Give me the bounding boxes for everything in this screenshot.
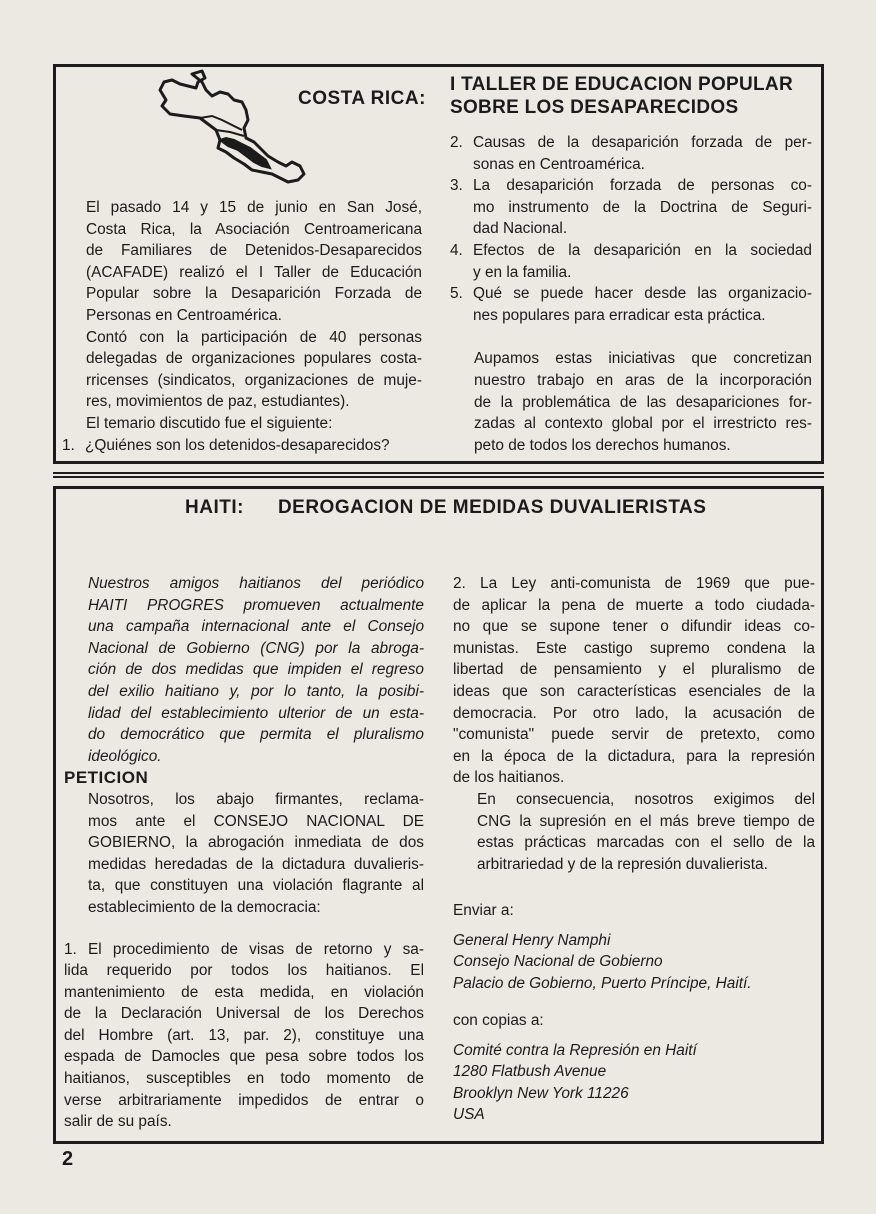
item-number: 3.: [450, 177, 463, 195]
text-line: mo instrumento de la Doctrina de Seguri-: [473, 198, 812, 216]
text-line: una campaña internacional ante el Consejo: [88, 618, 424, 636]
text-line: Qué se puede hacer desde las organizacio-: [473, 285, 812, 303]
enviar-address: [453, 930, 815, 995]
haiti-title: DEROGACION DE MEDIDAS DUVALIERISTAS: [277, 497, 707, 518]
costa-rica-right-column: [450, 132, 812, 456]
list-item: [450, 132, 812, 175]
list-item: [450, 175, 812, 240]
text-line: munistas. Este castigo supremo condena la: [453, 639, 815, 657]
text-line: de Familiares de Detenidos-Desaparecidos: [86, 242, 422, 260]
text-line: ta, que constituyen una violación flagrante al: [88, 877, 424, 895]
haiti-headline: [185, 497, 706, 519]
taller-title-line: I TALLER DE EDUCACION POPULAR: [450, 74, 793, 95]
text-line: haitianos, susceptibles en todo momento de: [64, 1070, 424, 1088]
text-line: espada de Damocles que pesa sobre todos los: [64, 1048, 424, 1066]
text-line: Popular sobre la Desaparición Forzada de: [86, 285, 422, 303]
text-line: de la Declaración Universal de los Derechos: [64, 1005, 424, 1023]
text-line: nes populares para erradicar esta práctica.: [473, 306, 766, 324]
text-line: CNG la supresión en el más breve tiempo de: [477, 812, 815, 830]
page-number: 2: [62, 1148, 74, 1170]
item-number: 1.: [62, 436, 75, 454]
text-line: El temario discutido fue el siguiente:: [86, 414, 333, 432]
text-line: del Hombre (art. 13, par. 2), constituye una: [64, 1026, 424, 1044]
costa-rica-heading: COSTA RICA:: [298, 88, 426, 109]
address-line: 1280 Flatbush Avenue: [453, 1063, 607, 1081]
text-line: democracia. Por otro lado, la acusación de: [453, 704, 815, 722]
item-number: 2.: [450, 134, 463, 151]
text-line: lida requerido por todos los haitianos. El: [64, 962, 424, 980]
text-line: ideológico.: [88, 747, 162, 765]
paragraph: [64, 939, 424, 1133]
text-line: ción de dos medidas que impiden el regreso: [88, 661, 424, 679]
text-line: mos ante el CONSEJO NACIONAL DE: [88, 812, 424, 830]
text-line: 2. La Ley anti-comunista de 1969 que pue-: [453, 575, 815, 592]
text-line: Efectos de la desaparición en la sociedad: [473, 241, 812, 259]
paragraph: [453, 573, 815, 789]
text-line: Nosotros, los abajo firmantes, reclama-: [88, 790, 424, 808]
text-line: do democrático que permita el pluralismo: [88, 726, 424, 744]
text-line: y en la familia.: [473, 263, 572, 281]
address-line: Comité contra la Represión en Haití: [453, 1041, 697, 1059]
text-line: 1. El procedimiento de visas de retorno y sa-: [64, 940, 424, 958]
text-line: libertad de pensamiento y el pluralismo de: [453, 661, 815, 679]
text-line: Aupamos estas iniciativas que concretizan: [474, 350, 812, 368]
paragraph: [62, 197, 422, 327]
text-line: arbitrariedad y de la represión duvalierista.: [477, 855, 768, 873]
text-line: rricenses (sindicatos, organizaciones de muje-: [86, 371, 422, 389]
text-line: zadas al contexto global por el irrestricto res-: [474, 415, 812, 433]
text-line: Costa Rica, la Asociación Centroamericana: [86, 220, 422, 238]
paragraph: [453, 789, 815, 875]
text-line: salir de su país.: [64, 1113, 172, 1131]
taller-title-line: SOBRE LOS DESAPARECIDOS: [450, 97, 739, 118]
text-line: ideas que son características esenciales de la: [453, 682, 815, 700]
text-line: (ACAFADE) realizó el I Taller de Educación: [86, 263, 422, 281]
text-line: mantenimiento de esta medida, en violación: [64, 983, 424, 1001]
text-line: de la problemática de las desapariciones for-: [474, 393, 812, 411]
text-line: de aplicar la pena de muerte a todo ciudada-: [453, 596, 815, 614]
address-line: Consejo Nacional de Gobierno: [453, 953, 663, 971]
text-line: en la época de la dictadura, para la represión: [453, 747, 815, 765]
text-line: del exilio haitiano y, por lo tanto, la posibi-: [88, 682, 424, 700]
text-line: peto de todos los derechos humanos.: [474, 436, 731, 454]
copias-label: con copias a:: [453, 1012, 544, 1030]
copias-address: [453, 1040, 815, 1126]
address-line: USA: [453, 1106, 485, 1124]
item-number: 4.: [450, 241, 463, 259]
text-line: Personas en Centroamérica.: [86, 306, 282, 324]
text-line: La desaparición forzada de personas co-: [473, 177, 812, 195]
text-line: dad Nacional.: [473, 220, 568, 238]
text-line: Nuestros amigos haitianos del periódico: [88, 575, 424, 592]
text-line: lidad del establecimiento ulterior de un esta-: [88, 704, 424, 722]
text-line: res, movimientos de paz, estudiantes).: [86, 393, 350, 411]
text-line: En consecuencia, nosotros exigimos del: [477, 790, 815, 808]
text-line: sonas en Centroamérica.: [473, 155, 645, 173]
text-line: medidas heredadas de la dictadura duvalieris-: [88, 855, 424, 873]
list-item: [62, 435, 422, 457]
taller-title: [450, 73, 820, 119]
costa-rica-left-column: [62, 197, 422, 456]
text-line: Contó con la participación de 40 personas: [86, 328, 422, 346]
text-line: HAITI PROGRES promueven actualmente: [88, 596, 424, 614]
central-america-map-icon: [150, 66, 310, 188]
address-line: Brooklyn New York 11226: [453, 1084, 629, 1102]
text-line: establecimiento de la democracia:: [88, 898, 321, 916]
peticion-heading: PETICION: [64, 768, 149, 788]
enviar-label: Enviar a:: [453, 902, 514, 920]
text-line: El pasado 14 y 15 de junio en San José,: [86, 199, 422, 216]
paragraph: [62, 327, 422, 413]
intro-paragraph: [64, 573, 424, 767]
text-line: Causas de la desaparición forzada de per-: [473, 134, 812, 151]
list-item: [450, 240, 812, 283]
text-line: no que se supone tener o difundir ideas co-: [453, 618, 815, 636]
paragraph: [450, 348, 812, 456]
paragraph: [62, 413, 422, 435]
list-item: [450, 283, 812, 326]
text-line: verse arbitrariamente impedidos de entrar o: [64, 1091, 424, 1109]
address-line: General Henry Namphi: [453, 931, 611, 949]
paragraph: [64, 789, 424, 919]
section-divider: [53, 472, 824, 478]
text-line: de los haitianos.: [453, 769, 565, 787]
text-line: "comunista" puede servir de pretexto, como: [453, 726, 815, 744]
haiti-right-column: [453, 573, 815, 1126]
text-line: GOBIERNO, la abrogación inmediata de dos: [88, 834, 424, 852]
text-line: delegadas de organizaciones populares costa-: [86, 350, 422, 368]
text-line: ¿Quiénes son los detenidos-desaparecidos?: [85, 436, 390, 454]
item-number: 5.: [450, 285, 463, 303]
haiti-left-column: [64, 573, 424, 1133]
address-line: Palacio de Gobierno, Puerto Príncipe, Haití.: [453, 974, 752, 992]
text-line: estas prácticas marcadas con el sello de la: [477, 834, 815, 852]
text-line: nuestro trabajo en aras de la incorporación: [474, 371, 812, 389]
text-line: Nacional de Gobierno (CNG) por la abroga-: [88, 639, 424, 657]
haiti-heading: HAITI:: [185, 497, 244, 518]
